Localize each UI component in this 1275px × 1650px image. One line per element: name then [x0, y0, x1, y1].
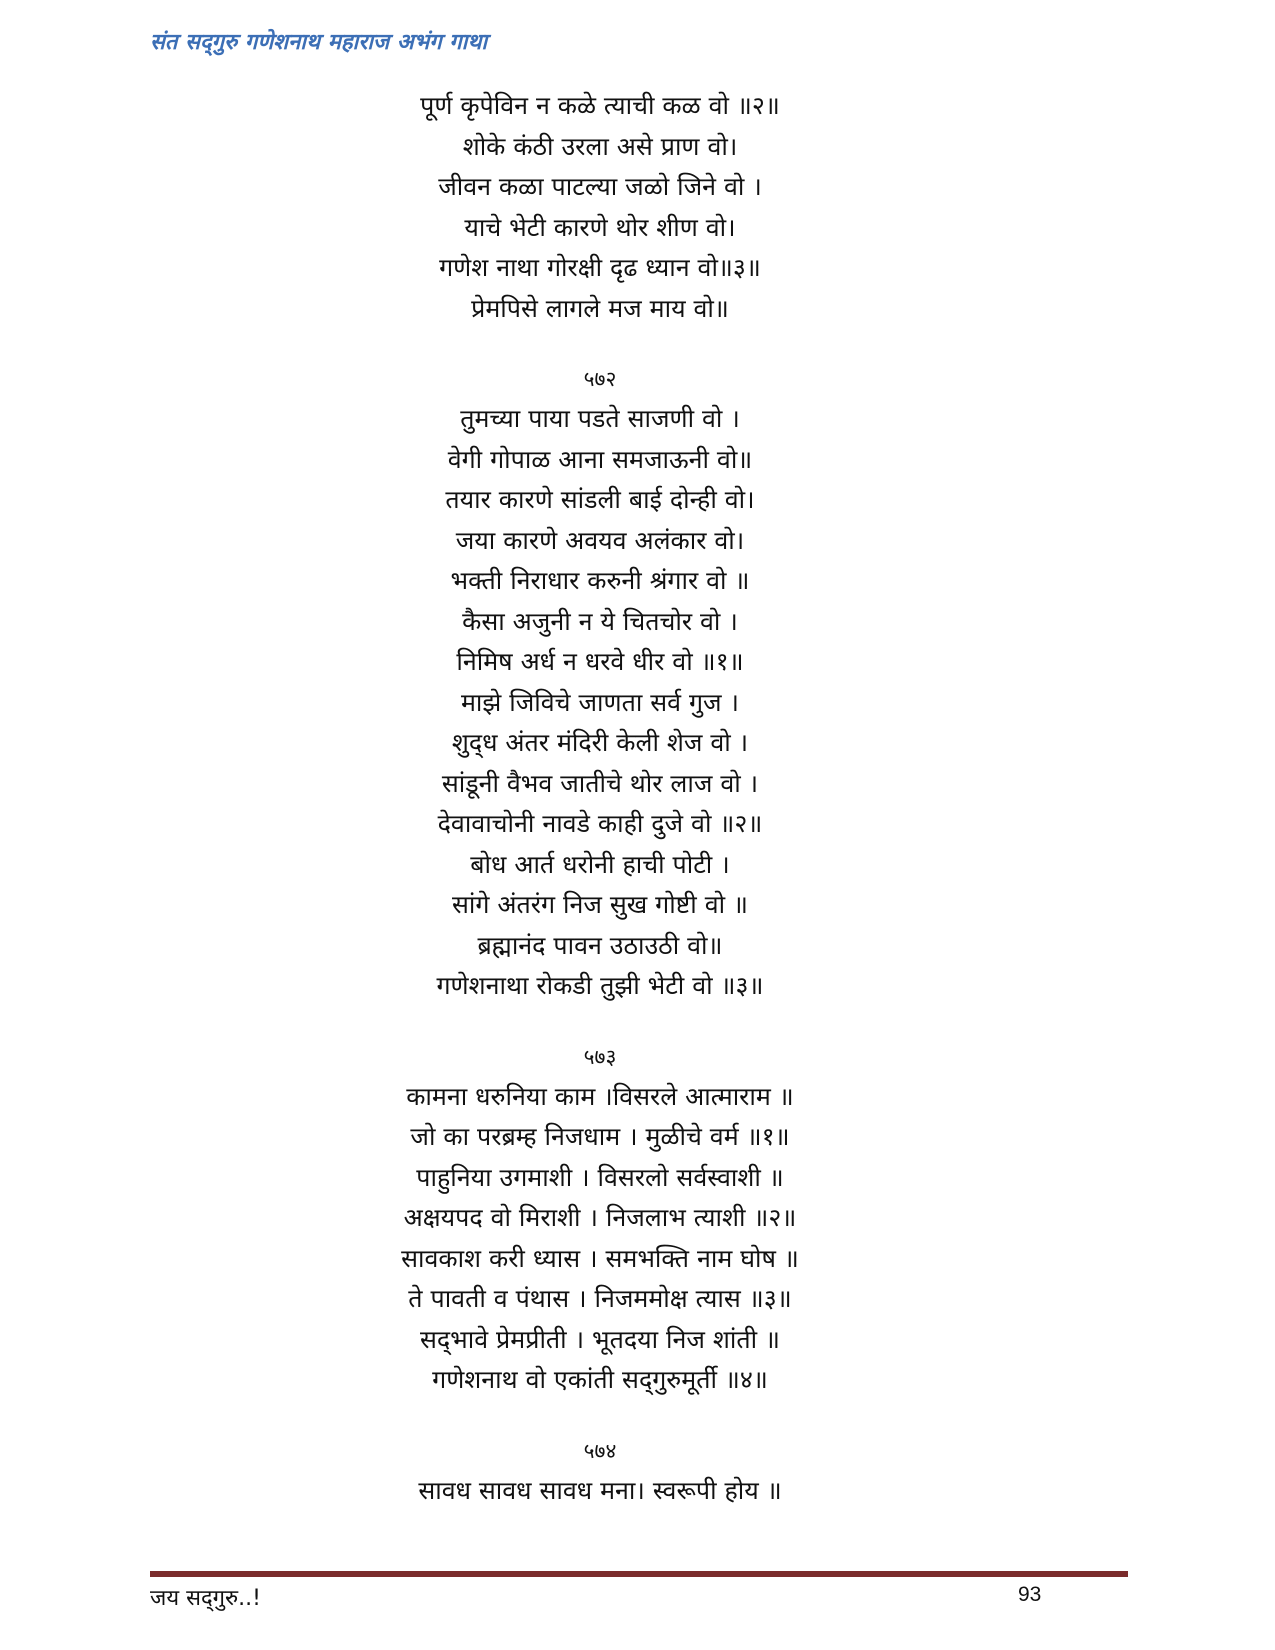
verse-line: माझे जिविचे जाणता सर्व गुज । [460, 687, 740, 717]
verse-line: कामना धरुनिया काम ।विसरले आत्माराम ॥ [406, 1081, 794, 1111]
verse-line: पूर्ण कृपेविन न कळे त्याची कळ वो ॥२॥ [420, 91, 780, 120]
verse-line: सद्‌भावे प्रेमप्रीती । भूतदया निज शांती ॥ [419, 1324, 781, 1354]
verse-line: जो का परब्रम्ह निजधाम । मुळीचे वर्म ॥१॥ [410, 1122, 790, 1151]
verse-line: शोके कंठी उरला असे प्राण वो। [462, 131, 738, 161]
verse-line: सावध सावध सावध मना। स्वरूपी होय ॥ [418, 1475, 782, 1505]
verse-line: सांडूनी वैभव जातीचे थोर लाज वो । [441, 768, 759, 798]
page-number: 93 [1018, 1583, 1042, 1606]
verse-line: अक्षयपद वो मिराशी । निजलाभ त्याशी ॥२॥ [403, 1203, 797, 1232]
hymn-block [150, 1037, 1050, 1401]
verse-line: वेगी गोपाळ आना समजाऊनी वो॥ [447, 444, 753, 474]
verse-line: प्रेमपिसे लागले मज माय वो॥ [471, 293, 729, 323]
verse-line: जया कारणे अवयव अलंकार वो। [455, 525, 745, 555]
verse-line: जीवन कळा पाटल्या जळो जिने वो । [438, 172, 762, 201]
verse-line: पाहुनिया उगमाशी । विसरलो सर्वस्वाशी ॥ [416, 1162, 784, 1192]
verse-line: देवावाचोनी नावडे काही दुजे वो ॥२॥ [437, 809, 763, 838]
verse-line: ते पावती व पंथास । निजममोक्ष त्यास ॥३॥ [408, 1284, 792, 1313]
verse-line: निमिष अर्ध न धरवे धीर वो ॥१॥ [456, 647, 744, 676]
hymn-block [150, 86, 1050, 329]
verse-line: गणेशनाथा रोकडी तुझी भेटी वो ॥३॥ [436, 971, 764, 1000]
verse-line: सांगे अंतरंग निज सुख गोष्टी वो ॥ [451, 890, 748, 919]
hymn-number: ५७२ [583, 367, 617, 391]
verse-line: कैसा अजुनी न ये चितचोर वो । [462, 606, 738, 636]
verse-line: गणेशनाथ वो एकांती सद्‌गुरुमूर्ती ॥४॥ [432, 1365, 768, 1394]
verse-line: ब्रह्मानंद पावन उठाउठी वो॥ [477, 930, 723, 960]
verse-line: तुमच्या पाया पडते साजणी वो । [460, 404, 740, 433]
footer-divider [150, 1571, 1128, 1577]
page-header-title: संत सद्‌गुरु गणेशनाथ महाराज अभंग गाथा [150, 30, 488, 55]
hymn-content [150, 86, 1050, 1511]
verse-line: तयार कारणे सांडली बाई दोन्ही वो। [445, 485, 755, 514]
verse-line: याचे भेटी कारणे थोर शीण वो। [464, 212, 736, 242]
verse-line: शुद्‌ध अंतर मंदिरी केली शेज वो । [451, 728, 749, 757]
hymn-number: ५७३ [583, 1044, 617, 1069]
hymn-number: ५७४ [583, 1438, 617, 1463]
verse-line: गणेश नाथा गोरक्षी दृढ ध्यान वो॥३॥ [439, 253, 761, 282]
footer-blessing: जय सद्‌गुरु..! [150, 1586, 261, 1611]
hymn-block [150, 359, 1050, 1007]
verse-line: सावकाश करी ध्यास । समभक्ति नाम घोष ॥ [401, 1243, 799, 1273]
hymn-block [150, 1431, 1050, 1512]
verse-line: बोध आर्त धरोनी हाची पोटी । [470, 849, 730, 879]
verse-line: भक्ती निराधार करुनी श्रंगार वो ॥ [450, 566, 750, 595]
